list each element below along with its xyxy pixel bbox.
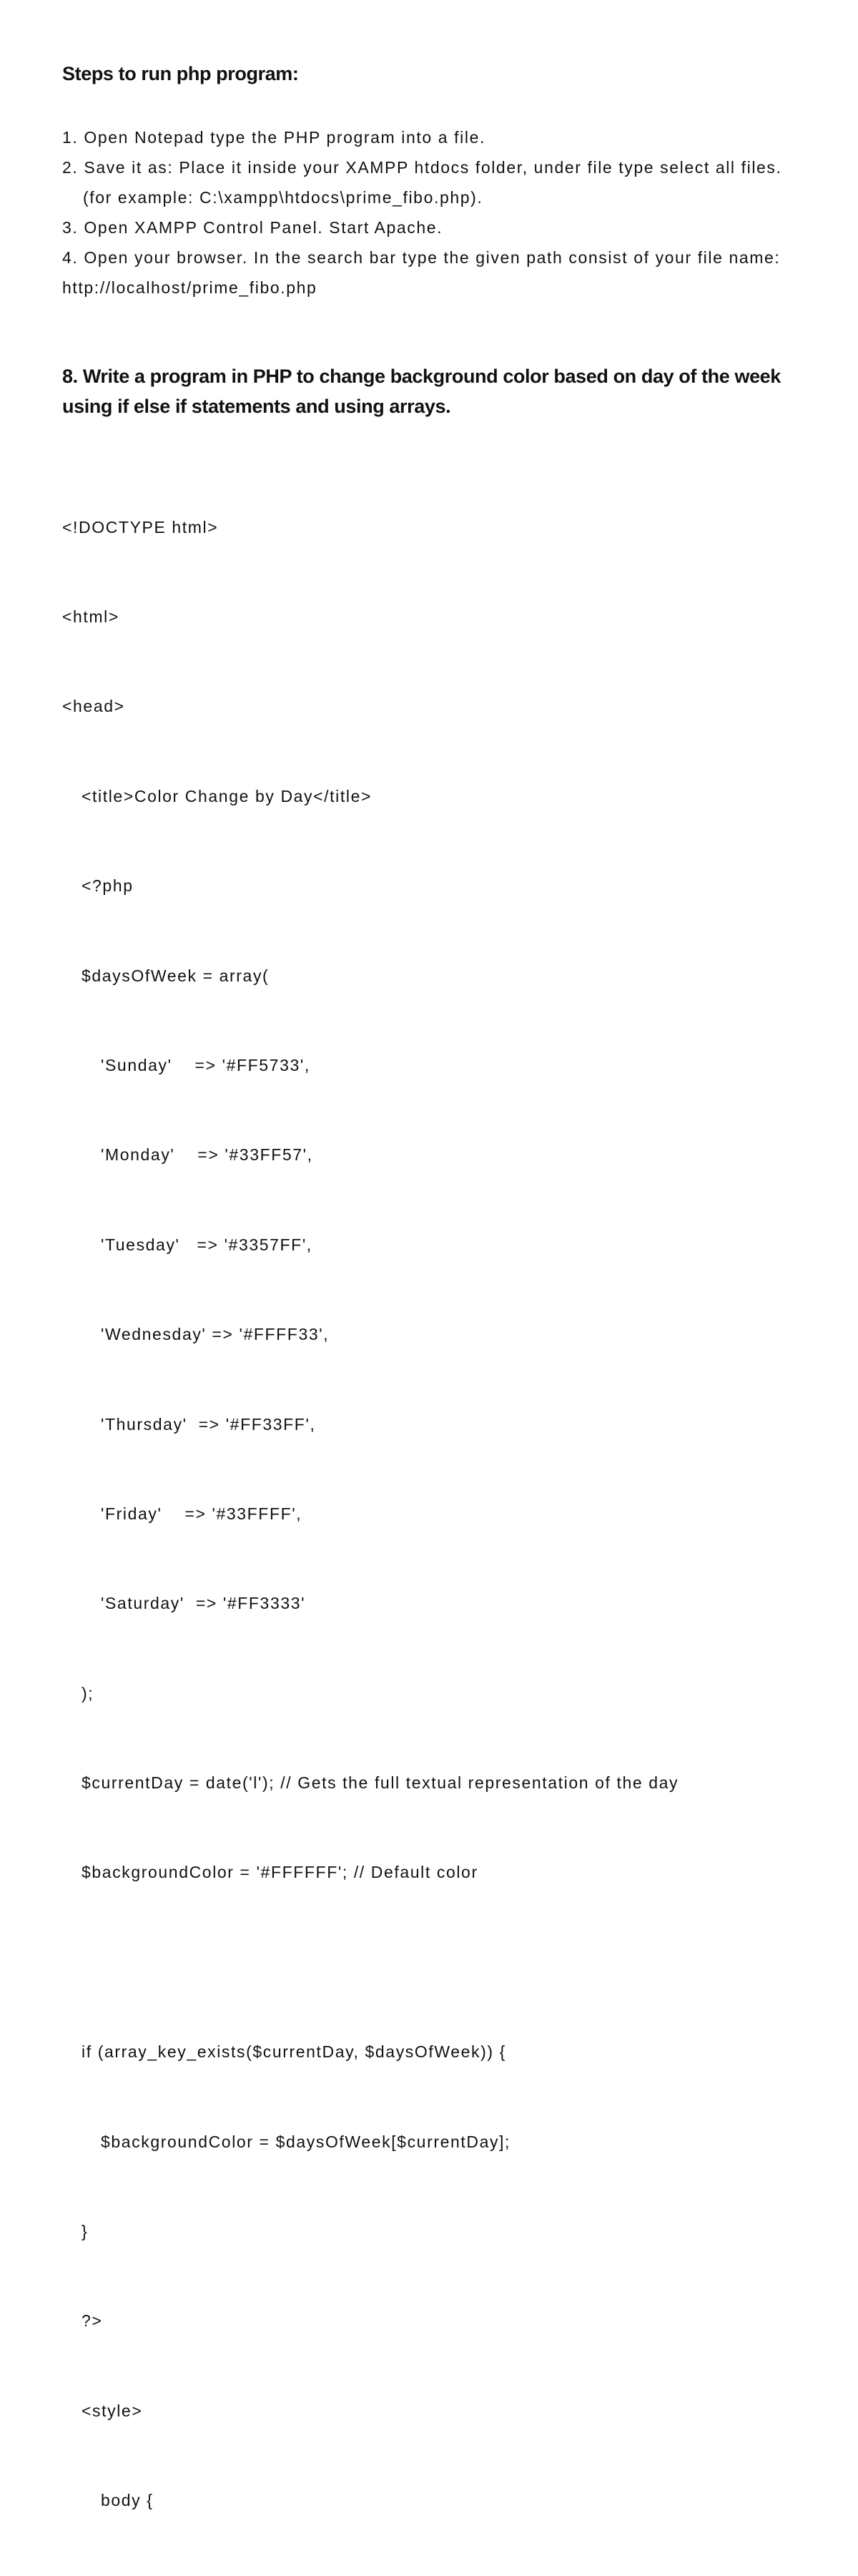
code-line: 'Wednesday' => '#FFFF33',: [101, 1325, 330, 1344]
code-line: [62, 1948, 679, 1978]
steps-heading: Steps to run php program:: [62, 63, 299, 84]
step-line: (for example: C:\xampp\htdocs\prime_fibo.php).: [83, 188, 483, 207]
code-line: 'Thursday' => '#FF33FF',: [101, 1414, 316, 1434]
code-line: ?>: [82, 2311, 103, 2331]
code-line: <?php: [82, 876, 134, 896]
question-heading: 8. Write a program in PHP to change background color based on day of the week using if else if statements and using arrays.: [62, 366, 781, 417]
code-line: 'Sunday' => '#FF5733',: [101, 1055, 310, 1074]
code-line: $daysOfWeek = array(: [82, 966, 270, 985]
code-line: <head>: [62, 697, 125, 716]
code-listing: [62, 453, 679, 2576]
code-line: 'Monday' => '#33FF57',: [101, 1145, 313, 1165]
code-line: }: [82, 2222, 89, 2241]
code-line: );: [82, 1683, 94, 1703]
code-line: <style>: [82, 2401, 143, 2420]
code-line: <title>Color Change by Day</title>: [82, 786, 372, 805]
step-line: 1. Open Notepad type the PHP program into a file.: [62, 128, 485, 147]
code-line: $backgroundColor = $daysOfWeek[$currentDay];: [101, 2132, 511, 2151]
code-line: if (array_key_exists($currentDay, $daysOfWeek)) {: [82, 2042, 506, 2062]
code-line: <!DOCTYPE html>: [62, 517, 219, 537]
code-line: body {: [101, 2491, 154, 2510]
steps-list: [62, 122, 782, 303]
code-line: <html>: [62, 607, 119, 626]
code-line: 'Friday' => '#33FFFF',: [101, 1504, 302, 1523]
code-line: 'Saturday' => '#FF3333': [101, 1594, 306, 1613]
code-line: 'Tuesday' => '#3357FF',: [101, 1235, 312, 1254]
step-line: 4. Open your browser. In the search bar type the given path consist of your file name:: [62, 248, 781, 267]
step-line: 3. Open XAMPP Control Panel. Start Apache.: [62, 218, 443, 237]
step-line: 2. Save it as: Place it inside your XAMPP htdocs folder, under file type select all files.: [62, 158, 782, 177]
code-line: $currentDay = date('l'); // Gets the full textual representation of the day: [82, 1773, 679, 1793]
code-line: $backgroundColor = '#FFFFFF'; // Default color: [82, 1863, 478, 1882]
step-line: http://localhost/prime_fibo.php: [62, 278, 317, 297]
